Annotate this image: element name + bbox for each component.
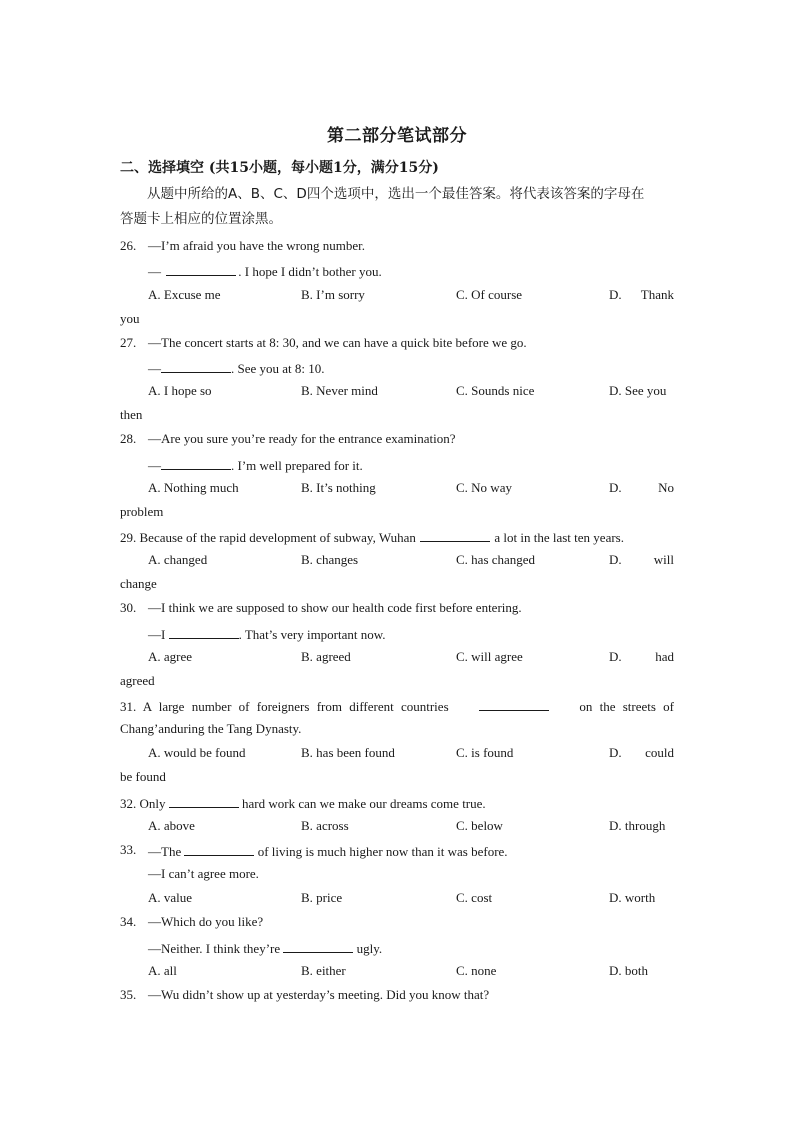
answer-blank	[161, 456, 231, 470]
dialogue-dash: —	[148, 361, 161, 376]
option-d-word: Thank	[640, 287, 674, 302]
option-b: B. It’s nothing	[301, 480, 376, 495]
answer-blank	[184, 842, 254, 856]
question-text: 32. Only	[120, 796, 166, 811]
option-c: C. Of course	[456, 287, 523, 302]
answer-blank	[420, 528, 490, 542]
option-d-letter: D.	[609, 480, 622, 495]
dialogue-text: . I’m well prepared for it.	[231, 458, 363, 473]
question-31-line-1	[120, 697, 674, 715]
option-b: B. price	[301, 890, 343, 905]
question-number: 34.	[120, 914, 137, 929]
option-a: A. Excuse me	[148, 287, 221, 302]
answer-blank	[166, 262, 236, 276]
option-d-word: No	[658, 480, 674, 495]
instructions-line-2: 答题卡上相应的位置涂黑。	[120, 211, 282, 227]
question-30-line-1: —I think we are supposed to show our health code first before entering.	[148, 600, 522, 615]
option-a: A. value	[148, 890, 193, 905]
option-a: A. agree	[148, 649, 193, 664]
option-d: D. both	[609, 963, 648, 978]
question-text: a lot in the last ten years.	[494, 530, 624, 545]
option-c: C. has changed	[456, 552, 536, 567]
option-d-wrap: problem	[120, 504, 164, 519]
question-26-line-1: —I’m afraid you have the wrong number.	[148, 238, 365, 253]
option-d-letter: D.	[609, 649, 622, 664]
question-33-line-1	[148, 842, 508, 860]
option-d-wrap: change	[120, 576, 157, 591]
question-text: on the streets of	[579, 699, 674, 714]
question-number: 27.	[120, 335, 137, 350]
answer-blank	[161, 359, 231, 373]
question-26-line-2	[148, 262, 382, 280]
dialogue-text: ugly.	[356, 941, 383, 956]
option-d: D. See you	[609, 383, 667, 398]
option-b: B. changes	[301, 552, 359, 567]
option-d-wrap: agreed	[120, 673, 155, 688]
option-d: D. worth	[609, 890, 656, 905]
option-c: C. No way	[456, 480, 512, 495]
question-33-line-2: —I can’t agree more.	[148, 866, 259, 881]
question-27-line-2	[148, 359, 325, 377]
option-c: C. cost	[456, 890, 493, 905]
answer-blank	[169, 625, 239, 639]
dialogue-text: . I hope I didn’t bother you.	[238, 264, 382, 279]
question-31-line-2: Chang’anduring the Tang Dynasty.	[120, 721, 302, 736]
option-d-wrap: you	[120, 311, 140, 326]
option-b: B. either	[301, 963, 346, 978]
option-a: A. above	[148, 818, 195, 833]
answer-blank	[169, 794, 239, 808]
question-32-line-1	[120, 794, 486, 812]
option-d-letter: D.	[609, 287, 622, 302]
dialogue-dash: —	[148, 458, 161, 473]
question-28-line-2	[148, 456, 363, 474]
page-title: 第二部分笔试部分	[327, 126, 467, 146]
option-a: A. Nothing much	[148, 480, 239, 495]
question-text: hard work can we make our dreams come true.	[242, 796, 486, 811]
option-b: B. has been found	[301, 745, 395, 760]
question-number: 28.	[120, 431, 137, 446]
dialogue-text: . See you at 8: 10.	[231, 361, 325, 376]
question-text: —The	[148, 844, 182, 859]
option-d-letter: D.	[609, 552, 622, 567]
option-c: C. is found	[456, 745, 514, 760]
section-heading: 二、选择填空 (共15小题，每小题1分，满分15分)	[120, 160, 439, 176]
dialogue-text: . That’s very important now.	[238, 627, 386, 642]
question-35-line-1: —Wu didn’t show up at yesterday’s meeting. Did you know that?	[148, 987, 490, 1002]
option-d-wrap: then	[120, 407, 143, 422]
question-text: 29. Because of the rapid development of subway, Wuhan	[120, 530, 416, 545]
question-text: 31. A large number of foreigners from different countries	[120, 699, 449, 714]
option-b: B. agreed	[301, 649, 351, 664]
option-b: B. I’m sorry	[301, 287, 365, 302]
question-number: 30.	[120, 600, 137, 615]
option-b: B. across	[301, 818, 349, 833]
option-c: C. Sounds nice	[456, 383, 535, 398]
question-number: 35.	[120, 987, 137, 1002]
option-d-word: had	[655, 649, 674, 664]
option-a: A. would be found	[148, 745, 246, 760]
option-a: A. changed	[148, 552, 208, 567]
option-a: A. I hope so	[148, 383, 212, 398]
question-27-line-1: —The concert starts at 8: 30, and we can have a quick bite before we go.	[148, 335, 527, 350]
option-c: C. none	[456, 963, 497, 978]
answer-blank	[479, 697, 549, 711]
option-c: C. will agree	[456, 649, 523, 664]
option-d: D. through	[609, 818, 666, 833]
question-number: 33.	[120, 842, 137, 857]
question-number: 26.	[120, 238, 137, 253]
question-text: of living is much higher now than it was before.	[257, 844, 508, 859]
dialogue-dash: —I	[148, 627, 166, 642]
option-a: A. all	[148, 963, 177, 978]
answer-blank	[283, 939, 353, 953]
question-28-line-1: —Are you sure you’re ready for the entrance examination?	[148, 431, 456, 446]
question-34-line-2	[148, 939, 382, 957]
option-c: C. below	[456, 818, 503, 833]
dialogue-dash: —	[148, 264, 161, 279]
question-29-line-1	[120, 528, 624, 546]
question-34-line-1: —Which do you like?	[148, 914, 264, 929]
option-b: B. Never mind	[301, 383, 378, 398]
option-d-word: could	[645, 745, 674, 760]
question-30-line-2	[148, 625, 386, 643]
option-d-word: will	[653, 552, 674, 567]
option-d-letter: D.	[609, 745, 622, 760]
dialogue-text: —Neither. I think they’re	[148, 941, 281, 956]
option-d-wrap: be found	[120, 769, 166, 784]
instructions-line-1: 从题中所给的A、B、C、D四个选项中，选出一个最佳答案。将代表该答案的字母在	[147, 186, 645, 202]
